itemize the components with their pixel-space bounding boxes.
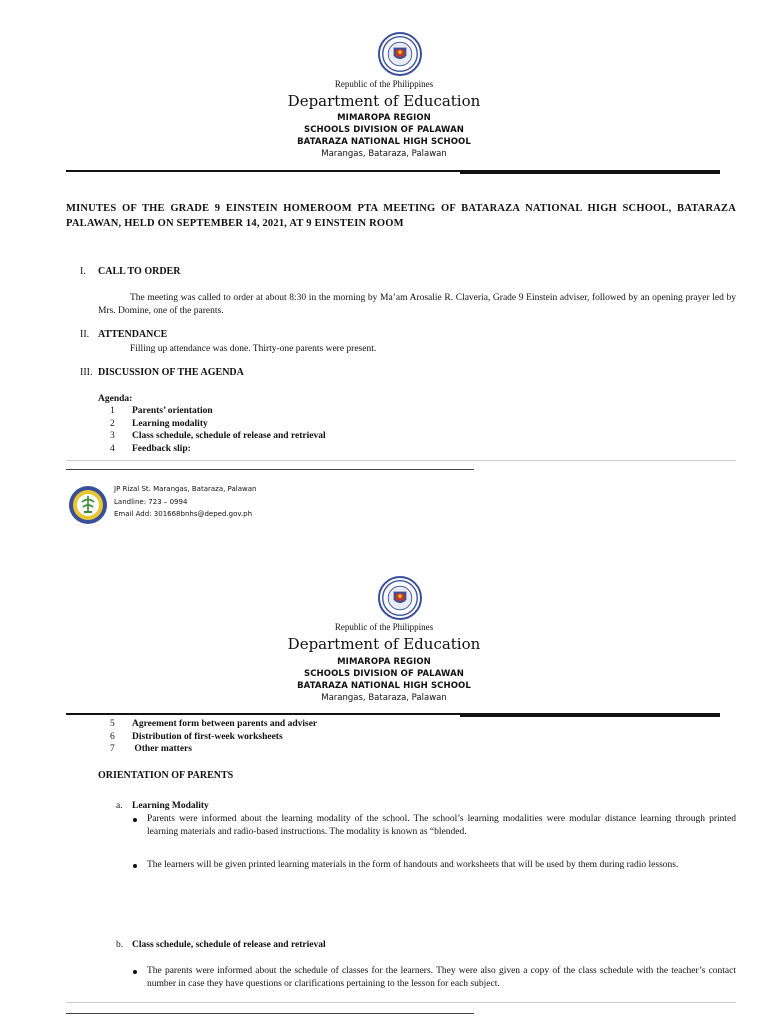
school-line: BATARAZA NATIONAL HIGH SCHOOL [297,681,471,691]
agenda-item [110,718,317,731]
section-discussion [80,367,244,378]
address-line: Marangas, Bataraza, Palawan [321,693,447,703]
region-line: MIMAROPA REGION [337,657,431,667]
orientation-heading: ORIENTATION OF PARENTS [98,770,234,781]
agenda-list-page1 [110,405,326,455]
section-call-to-order [80,266,180,277]
agenda-item [110,731,317,744]
section-heading: DISCUSSION OF THE AGENDA [98,367,244,378]
agenda-text: Class schedule, schedule of release and retrieval [132,431,326,441]
subsection-heading: Class schedule, schedule of release and retrieval [132,940,326,950]
agenda-text: Other matters [132,744,192,754]
school-seal-icon [68,485,108,525]
section-heading: ATTENDANCE [98,329,168,340]
bullet-dot [133,818,137,822]
agenda-text: Distribution of first-week worksheets [132,731,283,742]
deped-seal-icon [378,576,422,620]
subsection-label: a. [116,801,123,811]
footer-address: JP Rizal St. Marangas, Bataraza, Palawan [114,485,257,493]
minutes-title: MINUTES OF THE GRADE 9 EINSTEIN HOMEROOM PTA MEETING OF BATARAZA NATIONAL HIGH SCHOOL, BATARAZA PALAWAN, HELD ON SEPTEMBER 14, 2021, AT 9 EINSTEIN ROOM [66,203,736,229]
republic-line: Republic of the Philippines [334,622,434,632]
republic-line: Republic of the Philippines [334,79,434,89]
call-to-order-text: The meeting was called to order at about 8:30 in the morning by Ma’am Arosalie R. Claveria, Grade 9 Einstein adviser, followed by an opening prayer led by Mrs. Domine, one of the parents. [98,293,736,316]
subsection-learning-modality [116,800,209,813]
agenda-list-page2 [110,718,317,756]
modality-bullet-1: Parents were informed about the learning modality of the school. The school’s learning modalities were modular distance learning through printed learning materials and radio-based instructions. The modality is known as “blended. [147,814,736,837]
agenda-text: Parents’ orientation [132,406,213,416]
footer-email: Email Add: 301668bnhs@deped.gov.ph [114,510,253,518]
division-line: SCHOOLS DIVISION OF PALAWAN [304,669,464,679]
attendance-text: Filling up attendance was done. Thirty-one parents were present. [130,344,377,354]
section-number: III. [80,367,93,378]
page-break-line [66,1002,736,1003]
bullet-dot [133,864,137,868]
agenda-number: 5 [110,719,115,729]
footer-divider [66,1013,474,1014]
deped-seal-icon [378,32,422,76]
agenda-number: 1 [110,406,115,416]
modality-bullet-2: The learners will be given printed learning materials in the form of handouts and worksheets that will be used by them during radio lessons. [147,860,679,870]
agenda-text: Feedback slip: [132,443,191,454]
agenda-item [110,430,326,443]
agenda-number: 4 [110,443,115,454]
subsection-class-schedule [116,939,326,952]
department-name: Department of Education [287,635,481,653]
agenda-text: Agreement form between parents and adviser [132,719,318,729]
section-attendance [80,329,167,340]
agenda-number: 2 [110,418,115,429]
schedule-bullet-1: The parents were informed about the schedule of classes for the learners. They were also given a copy of the class schedule with the teacher’s contact number in case they have questions or clarifications pertaining to the lesson for each subject. [147,966,736,989]
subsection-label: b. [116,940,124,950]
header-divider-accent [460,715,720,717]
division-line: SCHOOLS DIVISION OF PALAWAN [304,125,464,135]
agenda-item [110,443,326,456]
agenda-label: Agenda: [98,394,133,404]
agenda-number: 3 [110,431,115,441]
footer-landline: Landline: 723 – 0994 [114,498,188,506]
agenda-number: 6 [110,731,115,742]
agenda-item [110,418,326,431]
agenda-number: 7 [110,744,115,754]
section-heading: CALL TO ORDER [98,266,181,277]
school-line: BATARAZA NATIONAL HIGH SCHOOL [297,137,471,147]
header-divider-accent [460,172,720,174]
subsection-heading: Learning Modality [132,801,209,811]
region-line: MIMAROPA REGION [337,113,431,123]
agenda-item [110,405,326,418]
page-break-line [66,460,736,461]
section-number: I. [80,266,86,277]
section-number: II. [80,329,90,340]
footer-divider [66,469,474,470]
address-line: Marangas, Bataraza, Palawan [321,149,447,159]
agenda-text: Learning modality [132,418,208,429]
bullet-dot [133,970,137,974]
department-name: Department of Education [287,92,481,110]
agenda-item [110,743,317,756]
